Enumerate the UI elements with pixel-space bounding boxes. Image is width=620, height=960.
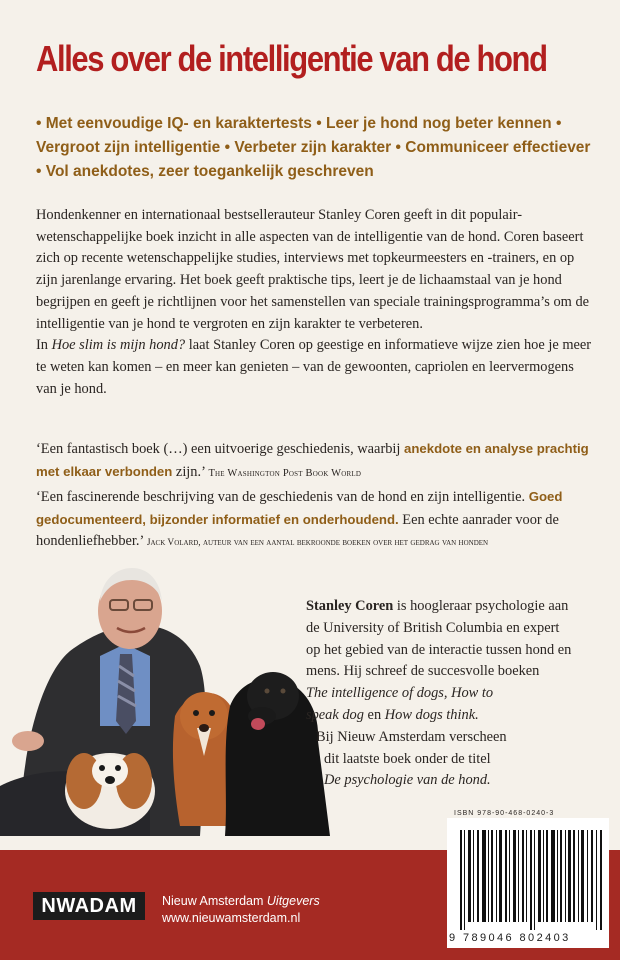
selling-point: Communiceer effectiever — [405, 139, 591, 156]
bio-text: mens. Hij schreef de succesvolle boeken — [306, 663, 540, 680]
description-paragraph: Hondenkenner en internationaal bestsellerauteur Stanley Coren geeft in dit populair-wetenschappelijke boek inzicht in alle aspecten van de intelligentie van de hond. Coren baseert zich op recente wetenschappelijke studies, interviews met topkeurmeesters en -trainers, en op zijn jarenlange ervaring. Het boek geeft praktische tips, leert je de lichaamstaal van je hond begrijpen en geeft je richtlijnen voor het samenstellen van speciale trainingsprogramma’s om de intelligentie van je hond te vergroten en zijn karakter te verbeteren. — [36, 207, 590, 332]
quote-text: ‘Een fascinerende beschrijving van de geschiedenis van de hond en zijn intelligentie. — [36, 489, 529, 505]
selling-points — [36, 112, 596, 184]
selling-point: Verbeter zijn karakter — [234, 139, 392, 156]
selling-point: Vergroot zijn intelligentie — [36, 139, 221, 156]
review-quote-2 — [36, 486, 596, 555]
publisher-info — [162, 893, 320, 927]
barcode-icon — [460, 830, 606, 930]
bio-text: is hoogleraar psychologie aan — [393, 598, 569, 614]
quote-source: The Washington Post Book World — [208, 467, 362, 479]
bullet-dot: • — [316, 115, 322, 132]
bullet-dot: • — [555, 115, 562, 132]
description — [36, 205, 592, 400]
bio-text: de University of British Columbia en expert — [306, 619, 560, 636]
book-title-italic: Hoe slim is mijn hond? — [51, 337, 186, 354]
quote-highlight: anekdote en analyse prachtig met elkaar verbonden — [36, 441, 589, 479]
bullet-dot: • — [395, 139, 401, 156]
quote-text: Een echte aanrader voor de hondenliefhebber.’ — [36, 511, 559, 550]
barcode-number: 9 789046 802403 — [449, 932, 571, 944]
bio-book-title: De psychologie van de hond. — [324, 772, 491, 789]
bio-text: en — [363, 706, 385, 723]
bullet-dot: • — [36, 115, 42, 132]
publisher-suffix: Uitgevers — [266, 894, 320, 908]
book-title: Alles over de intelligentie van de hond — [36, 38, 547, 79]
author-bio — [306, 596, 600, 792]
publisher-name: Nieuw Amsterdam — [162, 894, 267, 908]
bio-book-title: The intelligence of dogs, How to — [306, 685, 494, 702]
selling-point: Met eenvoudige IQ- en karaktertests — [45, 115, 312, 132]
quote-text: ‘Een fantastisch boek (…) een uitvoerige geschiedenis, waarbij — [36, 441, 405, 457]
quote-source: Jack Volard, auteur van een aantal bekroonde boeken over het gedrag van honden — [146, 538, 489, 549]
review-quote-1 — [36, 438, 596, 484]
bullet-dot: • — [224, 139, 231, 156]
description-paragraph-2 — [36, 335, 592, 400]
bio-text: dit laatste boek onder de titel — [324, 750, 491, 767]
selling-point: Vol anekdotes, zeer toegankelijk geschreven — [45, 163, 374, 180]
bio-text: op het gebied van de interactie tussen hond en — [306, 641, 572, 658]
bio-text: Bij Nieuw Amsterdam verscheen — [316, 728, 507, 745]
bio-book-title: speak dog — [306, 706, 364, 723]
isbn-label: ISBN 978-90-468-0240-3 — [454, 810, 555, 817]
bio-book-title: How dogs think. — [384, 706, 479, 723]
description-text: In — [36, 337, 52, 354]
author-name: Stanley Coren — [306, 598, 394, 614]
description-text: laat Stanley Coren op geestige en informatieve wijze zien hoe je meer te weten kan komen – en meer kan genieten – van de gewoonten, capriolen en leervermogens van je hond. — [36, 337, 592, 397]
quote-highlight: Goed gedocumenteerd, bijzonder informatief en onderhoudend. — [36, 489, 563, 527]
quote-text: zijn.’ — [172, 463, 209, 480]
bullet-dot: • — [36, 163, 42, 180]
publisher-logo: NWADAM — [33, 892, 145, 920]
publisher-website: www.nieuwamsterdam.nl — [162, 911, 301, 925]
selling-point: Leer je hond nog beter kennen — [325, 115, 552, 132]
